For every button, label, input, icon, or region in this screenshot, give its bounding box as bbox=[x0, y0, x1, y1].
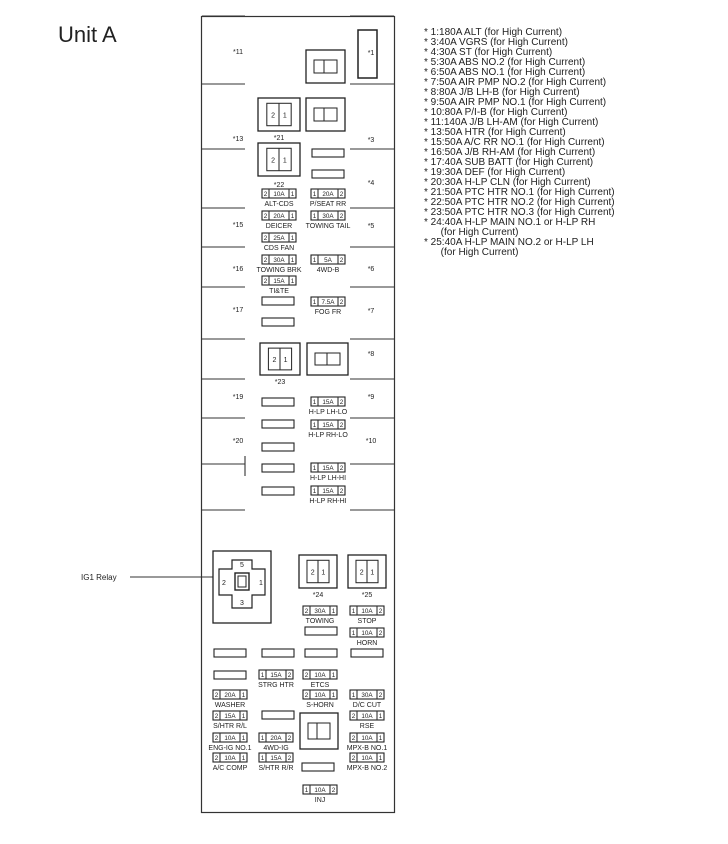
fuse bbox=[258, 670, 294, 689]
legend-line: * 15:50A A/C RR NO.1 (for High Current) bbox=[424, 137, 605, 148]
fuse bbox=[347, 753, 388, 772]
fuse bbox=[262, 233, 296, 252]
fuse-slot-empty bbox=[351, 649, 383, 657]
fuse bbox=[262, 276, 296, 295]
slot-label: *10 bbox=[365, 438, 377, 445]
legend-line: * 23:50A PTC HTR NO.3 (for High Current) bbox=[424, 207, 615, 218]
fuse-pin: 2 bbox=[351, 735, 356, 742]
relay-pin: 2 bbox=[359, 569, 364, 577]
fuse-name: MPX-B NO.1 bbox=[346, 745, 388, 752]
fuse-pin: 1 bbox=[312, 257, 317, 264]
slot-label: *20 bbox=[232, 438, 244, 445]
legend-line: * 7:50A AIR PMP NO.2 (for High Current) bbox=[424, 77, 607, 88]
fuse-pin: 2 bbox=[378, 630, 383, 637]
fuse-name: RSE bbox=[359, 723, 375, 730]
slot-label: *4 bbox=[367, 180, 375, 187]
fuse-name: D/C CUT bbox=[352, 702, 382, 709]
relay-pin: 2 bbox=[272, 357, 277, 364]
legend-line: * 16:50A J/B RH-AM (for High Current) bbox=[424, 147, 596, 158]
legend-line: (for High Current) bbox=[424, 227, 519, 238]
fuse-name: HORN bbox=[356, 640, 378, 647]
relay-label: *23 bbox=[274, 379, 286, 386]
legend-line: * 5:30A ABS NO.2 (for High Current) bbox=[424, 57, 586, 68]
fuse bbox=[213, 753, 248, 772]
fuse-rating: 10A bbox=[361, 713, 373, 720]
fuse-pin: 1 bbox=[241, 755, 246, 762]
fuse bbox=[347, 733, 388, 752]
fuse-name: TI&TE bbox=[269, 288, 289, 295]
fuse-name: DEICER bbox=[265, 223, 293, 230]
fuse-pin: 1 bbox=[260, 735, 265, 742]
fuse bbox=[303, 785, 337, 804]
fuse-rating: 15A bbox=[224, 713, 236, 720]
fuse-slot-empty bbox=[214, 649, 246, 657]
fuse-rating: 15A bbox=[322, 399, 334, 406]
slot-label: *6 bbox=[367, 266, 375, 273]
fuse-pin: 2 bbox=[331, 787, 336, 794]
fuse-pin: 1 bbox=[312, 422, 317, 429]
fuse-pin: 2 bbox=[263, 213, 268, 220]
fuse bbox=[350, 711, 384, 730]
fuse-pin: 2 bbox=[339, 213, 344, 220]
legend-line: * 24:40A H-LP MAIN NO.1 or H-LP RH bbox=[424, 217, 596, 228]
fuse-pin: 2 bbox=[263, 191, 268, 198]
fuse-pin: 1 bbox=[312, 399, 317, 406]
slot-label: *1 bbox=[367, 50, 375, 57]
fuse-rating: 15A bbox=[270, 755, 282, 762]
fuse-name: WASHER bbox=[214, 702, 246, 709]
fuse-pin: 1 bbox=[290, 191, 295, 198]
fuse-rating: 15A bbox=[322, 465, 334, 472]
fuse-pin: 1 bbox=[290, 278, 295, 285]
fuse-slot-empty bbox=[302, 763, 334, 771]
fuse-pin: 1 bbox=[260, 755, 265, 762]
fuse-slot-empty bbox=[262, 420, 294, 428]
fuse bbox=[350, 690, 384, 709]
fuse-pin: 1 bbox=[331, 692, 336, 699]
fuse-pin: 1 bbox=[290, 257, 295, 264]
legend-line: (for High Current) bbox=[424, 247, 519, 258]
fuse-slot-empty bbox=[262, 711, 294, 719]
fuse bbox=[311, 255, 345, 274]
fuse-rating: 20A bbox=[322, 191, 334, 198]
relay-pin: 1 bbox=[321, 569, 326, 577]
relay-contact bbox=[324, 60, 337, 73]
fuse-pin: 2 bbox=[339, 465, 344, 472]
fuse-pin: 1 bbox=[378, 735, 383, 742]
unit-title: Unit A bbox=[58, 22, 117, 47]
fuse-pin: 2 bbox=[263, 278, 268, 285]
fuse-name: H-LP RH-HI bbox=[309, 498, 347, 505]
fuse-rating: 15A bbox=[322, 488, 334, 495]
fuse-pin: 2 bbox=[214, 735, 219, 742]
fuse-slot-empty bbox=[262, 318, 294, 326]
legend-line: * 1:180A ALT (for High Current) bbox=[424, 27, 563, 38]
fuse bbox=[303, 670, 337, 689]
fuse-pin: 1 bbox=[241, 713, 246, 720]
fuse-name: S-HORN bbox=[306, 702, 334, 709]
relay-pin: 2 bbox=[271, 112, 276, 120]
legend-line: * 8:80A J/B LH-B (for High Current) bbox=[424, 87, 580, 98]
fuse-rating: 10A bbox=[224, 735, 236, 742]
fuse-rating: 15A bbox=[273, 278, 285, 285]
ig1-relay-pin: 1 bbox=[259, 580, 263, 587]
legend-line: * 19:30A DEF (for High Current) bbox=[424, 167, 566, 178]
relay-pin: 2 bbox=[271, 157, 276, 165]
fuse-name: MPX-B NO.2 bbox=[346, 765, 388, 772]
fuse-name: P/SEAT RR bbox=[309, 201, 347, 208]
fuse-name: H-LP LH-HI bbox=[309, 475, 347, 482]
relay-pin: 1 bbox=[282, 157, 287, 165]
fuse-name: TOWING bbox=[305, 618, 335, 625]
fuse-rating: 10A bbox=[314, 692, 326, 699]
fuse-rating: 10A bbox=[314, 787, 326, 794]
legend-line: * 25:40A H-LP MAIN NO.2 or H-LP LH bbox=[424, 237, 594, 248]
fuse-pin: 2 bbox=[304, 608, 309, 615]
fuse-rating: 20A bbox=[273, 213, 285, 220]
fuse-name: STRG HTR bbox=[258, 682, 294, 689]
fuse-pin: 2 bbox=[263, 257, 268, 264]
fuse-name: INJ bbox=[314, 797, 326, 804]
relay-contact bbox=[327, 353, 340, 365]
fuse-name: A/C COMP bbox=[212, 765, 248, 772]
fuse-slot-empty bbox=[312, 170, 344, 178]
slot-label: *16 bbox=[232, 266, 244, 273]
legend-line: * 4:30A ST (for High Current) bbox=[424, 47, 553, 58]
legend-line: * 11:140A J/B LH-AM (for High Current) bbox=[424, 117, 599, 128]
fuse-pin: 2 bbox=[287, 672, 292, 679]
fuse-pin: 1 bbox=[351, 630, 356, 637]
fuse-pin: 2 bbox=[339, 191, 344, 198]
fuse-slot-empty bbox=[262, 649, 294, 657]
fuse-pin: 1 bbox=[290, 213, 295, 220]
ig1-relay-pin: 2 bbox=[222, 580, 226, 587]
slot-label: *8 bbox=[367, 351, 375, 358]
fuse-slot-empty bbox=[312, 149, 344, 157]
fuse-name: H-LP RH-LO bbox=[308, 432, 348, 439]
fuse-rating: 7.5A bbox=[321, 299, 335, 306]
fuse bbox=[262, 211, 296, 230]
fuse-pin: 2 bbox=[287, 735, 292, 742]
fuse bbox=[213, 690, 247, 709]
fuse-pin: 2 bbox=[378, 692, 383, 699]
fuse bbox=[309, 486, 346, 505]
fuse-box-components bbox=[81, 49, 387, 804]
fuse-pin: 2 bbox=[351, 713, 356, 720]
fuse-pin: 2 bbox=[263, 235, 268, 242]
fuse-pin: 1 bbox=[331, 608, 336, 615]
fuse-pin: 2 bbox=[339, 399, 344, 406]
fuse-slot-empty bbox=[262, 297, 294, 305]
slot-label: *11 bbox=[233, 49, 243, 56]
ig1-relay-core-inner bbox=[238, 576, 246, 587]
fuse-pin: 1 bbox=[304, 787, 309, 794]
fuse bbox=[303, 606, 337, 625]
fuse-name: TOWING BRK bbox=[256, 267, 302, 274]
fuse-slot-empty bbox=[262, 443, 294, 451]
relay-label: *22 bbox=[273, 182, 285, 189]
fuse-slot-empty bbox=[305, 649, 337, 657]
fuse-pin: 1 bbox=[312, 191, 317, 198]
fuse-rating: 30A bbox=[314, 608, 326, 615]
fuse-pin: 1 bbox=[290, 235, 295, 242]
ig1-relay-pin: 5 bbox=[240, 562, 244, 569]
fuse-rating: 30A bbox=[361, 692, 373, 699]
fuse-pin: 2 bbox=[339, 299, 344, 306]
slot-label: *13 bbox=[232, 136, 244, 143]
fuse-pin: 2 bbox=[214, 755, 219, 762]
ig1-relay-label: IG1 Relay bbox=[81, 573, 117, 582]
fuse-pin: 1 bbox=[241, 692, 246, 699]
fuse-rating: 5A bbox=[324, 257, 332, 264]
fuse-pin: 1 bbox=[351, 608, 356, 615]
legend-line: * 21:50A PTC HTR NO.1 (for High Current) bbox=[424, 187, 615, 198]
fuse-pin: 2 bbox=[339, 257, 344, 264]
fuse-rating: 20A bbox=[270, 735, 282, 742]
fuse-slot-empty bbox=[262, 487, 294, 495]
fuse-rating: 10A bbox=[273, 191, 285, 198]
fuse-rating: 10A bbox=[361, 755, 373, 762]
fuse-slot-empty bbox=[305, 627, 337, 635]
legend-line: * 22:50A PTC HTR NO.2 (for High Current) bbox=[424, 197, 615, 208]
relay-label: *25 bbox=[361, 592, 373, 599]
fuse bbox=[308, 420, 348, 439]
relay-contact bbox=[324, 108, 337, 121]
fuse bbox=[310, 189, 346, 208]
fuse-slot-empty bbox=[214, 671, 246, 679]
relay-pin: 1 bbox=[282, 112, 287, 120]
fuse-pin: 2 bbox=[351, 755, 356, 762]
slot-label: *3 bbox=[367, 137, 375, 144]
fuse-pin: 2 bbox=[287, 755, 292, 762]
fuse-pin: 1 bbox=[351, 692, 356, 699]
fuse-rating: 15A bbox=[322, 422, 334, 429]
fuse-pin: 1 bbox=[378, 713, 383, 720]
fuse bbox=[259, 733, 293, 752]
fuse-rating: 10A bbox=[361, 630, 373, 637]
fuse-name: FOG FR bbox=[314, 309, 342, 316]
fuse-pin: 1 bbox=[260, 672, 265, 679]
legend-line: * 10:80A P/I-B (for High Current) bbox=[424, 107, 568, 118]
legend-line: * 6:50A ABS NO.1 (for High Current) bbox=[424, 67, 586, 78]
fuse bbox=[213, 711, 247, 730]
fuse-rating: 10A bbox=[361, 735, 373, 742]
relay-label: *21 bbox=[273, 135, 285, 142]
slot-label: *19 bbox=[232, 394, 244, 401]
fuse-name: H-LP LH-LO bbox=[308, 409, 348, 416]
fuse-pin: 2 bbox=[378, 608, 383, 615]
fuse bbox=[309, 397, 348, 416]
fuse-pin: 1 bbox=[331, 672, 336, 679]
relay-label: *24 bbox=[312, 592, 324, 599]
fuse-pin: 1 bbox=[312, 299, 317, 306]
fuse-rating: 25A bbox=[273, 235, 285, 242]
fuse-pin: 1 bbox=[312, 213, 317, 220]
fuse bbox=[208, 733, 251, 752]
fuse-pin: 1 bbox=[312, 488, 317, 495]
fuse-pin: 2 bbox=[304, 692, 309, 699]
fuse-pin: 2 bbox=[214, 713, 219, 720]
fuse-pin: 2 bbox=[304, 672, 309, 679]
legend-line: * 3:40A VGRS (for High Current) bbox=[424, 37, 568, 48]
fuse-rating: 30A bbox=[322, 213, 334, 220]
slot-label: *15 bbox=[232, 222, 244, 229]
relay-contact bbox=[317, 723, 330, 739]
fuse-name: TOWING TAIL bbox=[305, 223, 351, 230]
fuse bbox=[257, 255, 302, 274]
relay-pin: 1 bbox=[370, 569, 375, 577]
fuse-pin: 2 bbox=[339, 422, 344, 429]
ig1-relay-pin: 3 bbox=[240, 600, 244, 607]
fuse-pin: 1 bbox=[378, 755, 383, 762]
relay-contact bbox=[315, 353, 328, 365]
fuse-name: S/HTR R/R bbox=[258, 765, 294, 772]
fuse bbox=[311, 297, 345, 316]
fuse-rating: 20A bbox=[224, 692, 236, 699]
fuse bbox=[306, 211, 351, 230]
fuse bbox=[259, 753, 294, 772]
fuse-name: STOP bbox=[357, 618, 377, 625]
relay-pin: 2 bbox=[310, 569, 315, 577]
legend-line: * 13:50A HTR (for High Current) bbox=[424, 127, 566, 138]
fuse-rating: 30A bbox=[273, 257, 285, 264]
fuse-rating: 15A bbox=[270, 672, 282, 679]
fuse bbox=[350, 628, 384, 647]
fuse-name: ENG-IG NO.1 bbox=[208, 745, 252, 752]
fuse bbox=[310, 463, 346, 482]
fuse-name: CDS FAN bbox=[263, 245, 295, 252]
slot-label: *9 bbox=[367, 394, 375, 401]
legend-line: * 17:40A SUB BATT (for High Current) bbox=[424, 157, 594, 168]
fuse-name: S/HTR R/L bbox=[213, 723, 247, 730]
relay-pin: 1 bbox=[283, 357, 288, 364]
fuse-rating: 10A bbox=[361, 608, 373, 615]
fuse-pin: 2 bbox=[339, 488, 344, 495]
fuse bbox=[303, 690, 337, 709]
fuse-slot-empty bbox=[262, 398, 294, 406]
fuse-name: ETCS bbox=[310, 682, 330, 689]
slot-label: *17 bbox=[232, 307, 244, 314]
fuse-pin: 1 bbox=[312, 465, 317, 472]
slot-label: *5 bbox=[367, 223, 375, 230]
fuse-slot-empty bbox=[262, 464, 294, 472]
slot-label: *7 bbox=[367, 308, 375, 315]
fuse-name: ALT-CDS bbox=[264, 201, 294, 208]
fuse-name: 4WD-B bbox=[316, 267, 340, 274]
fuse bbox=[262, 189, 296, 208]
fuse-rating: 10A bbox=[314, 672, 326, 679]
legend-line: * 20:30A H-LP CLN (for High Current) bbox=[424, 177, 591, 188]
legend-line: * 9:50A AIR PMP NO.1 (for High Current) bbox=[424, 97, 607, 108]
fuse bbox=[350, 606, 384, 625]
fuse-pin: 1 bbox=[241, 735, 246, 742]
fuse-name: 4WD-IG bbox=[263, 745, 289, 752]
fuse-pin: 2 bbox=[214, 692, 219, 699]
fuse-rating: 10A bbox=[224, 755, 236, 762]
